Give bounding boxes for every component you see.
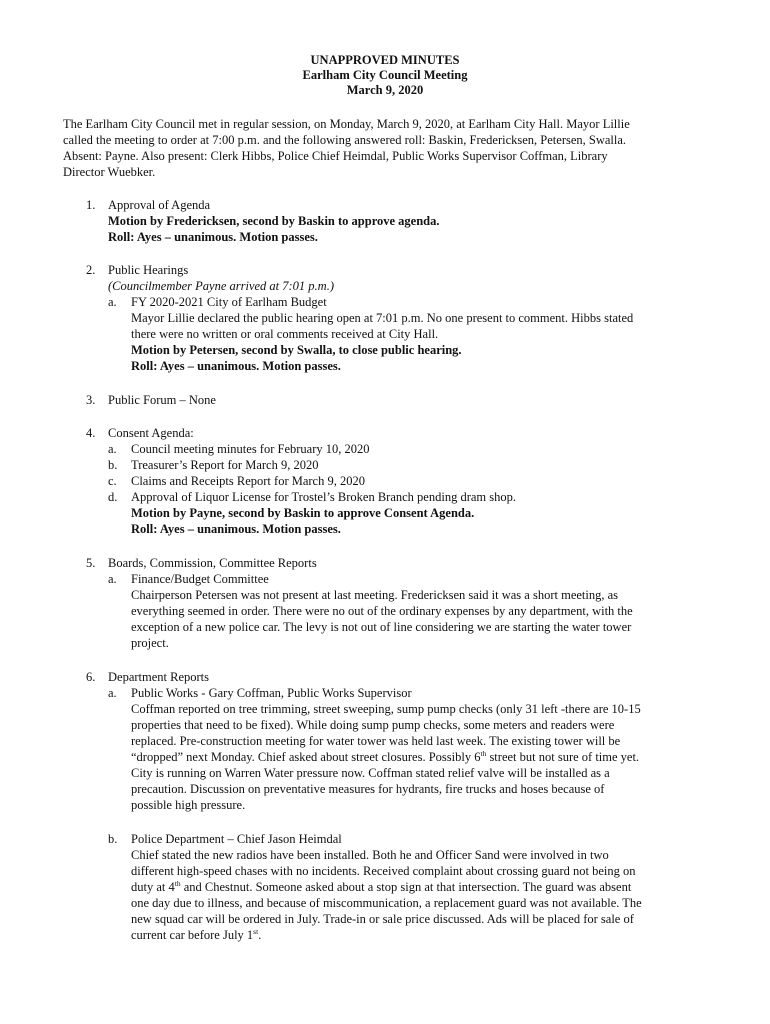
body-line: possible high pressure. [131,798,246,812]
text-run: “dropped” next Monday. Chief asked about street closures. Possibly 6 [131,750,481,764]
body-line: different high-speed chases with no incidents. Received complaint about crossing guard not being on [131,864,636,878]
sub-letter: a. [108,295,117,309]
intro-line: called the meeting to order at 7:00 p.m. and the following answered roll: Baskin, Fredericksen, Petersen, Swalla. [63,133,627,147]
arrival-note: (Councilmember Payne arrived at 7:01 p.m.) [108,279,334,293]
consent-item: Claims and Receipts Report for March 9, 2020 [131,474,365,488]
superscript: st [253,926,259,936]
sub-title: Police Department – Chief Jason Heimdal [131,832,342,846]
sub-letter: a. [108,686,117,700]
superscript: th [174,878,181,888]
item-title: Public Forum – None [108,393,216,407]
item-number: 6. [86,670,96,684]
superscript: th [480,748,487,758]
item-number: 5. [86,556,96,570]
item-title: Consent Agenda: [108,426,194,440]
body-line: new squad car will be ordered in July. Trade-in or sale price discussed. Ads will be placed for sale of [131,912,634,926]
body-line: replaced. Pre-construction meeting for water tower was held last week. The existing tower will be [131,734,621,748]
body-line: properties that need to be fixed). While doing sump pump checks, some meters and readers were [131,718,615,732]
item-number: 2. [86,263,96,277]
consent-item: Council meeting minutes for February 10, 2020 [131,442,370,456]
body-line [131,749,639,765]
body-line: one day due to illness, and because of miscommunication, a replacement guard was not available. The [131,896,642,910]
roll-text: Roll: Ayes – unanimous. Motion passes. [131,359,341,373]
roll-text: Roll: Ayes – unanimous. Motion passes. [131,522,341,536]
body-line: Coffman reported on tree trimming, street sweeping, sump pump checks (only 31 left -there are 10-15 [131,702,641,716]
sub-title: Finance/Budget Committee [131,572,269,586]
text-run: street but not sure of time yet. [486,750,640,764]
intro-line: Absent: Payne. Also present: Clerk Hibbs, Police Chief Heimdal, Public Works Supervisor Coffman, Library [63,149,608,163]
intro-line: Director Wuebker. [63,165,156,179]
sub-title: Public Works - Gary Coffman, Public Works Supervisor [131,686,412,700]
doc-date: March 9, 2020 [346,83,424,97]
doc-title: UNAPPROVED MINUTES [310,53,460,67]
item-title: Department Reports [108,670,210,684]
sub-letter: b. [108,458,118,472]
body-line: project. [131,636,169,650]
item-number: 4. [86,426,96,440]
sub-letter: d. [108,490,118,504]
motion-text: Motion by Petersen, second by Swalla, to close public hearing. [131,343,462,357]
text-run: duty at 4 [131,880,175,894]
motion-text: Motion by Payne, second by Baskin to approve Consent Agenda. [131,506,475,520]
item-title: Approval of Agenda [108,198,211,212]
item-number: 1. [86,198,96,212]
doc-subtitle: Earlham City Council Meeting [302,68,468,82]
body-line: Chairperson Petersen was not present at last meeting. Fredericksen said it was a short meeting, as [131,588,619,602]
text-run: and Chestnut. Someone asked about a stop sign at that intersection. The guard was absent [180,880,632,894]
roll-text: Roll: Ayes – unanimous. Motion passes. [108,230,318,244]
intro-line: The Earlham City Council met in regular session, on Monday, March 9, 2020, at Earlham City Hall. Mayor Lillie [63,117,630,131]
consent-item: Treasurer’s Report for March 9, 2020 [131,458,319,472]
item-title: Public Hearings [108,263,189,277]
sub-letter: a. [108,572,117,586]
body-line: Mayor Lillie declared the public hearing open at 7:01 p.m. No one present to comment. Hibbs stated [131,311,634,325]
body-line: exception of a new police car. The levy is not out of line considering we are starting the water tower [131,620,632,634]
consent-item: Approval of Liquor License for Trostel’s Broken Branch pending dram shop. [131,490,517,504]
item-number: 3. [86,393,96,407]
body-line: City is running on Warren Water pressure now. Coffman stated relief valve will be installed as a [131,766,610,780]
text-run: . [258,928,262,942]
sub-letter: a. [108,442,117,456]
item-title: Boards, Commission, Committee Reports [108,556,317,570]
body-line [131,927,261,943]
body-line: everything seemed in order. There were no out of the ordinary expenses by any department, with the [131,604,633,618]
body-line: precaution. Discussion on preventative measures for hydrants, fire trucks and hoses because of [131,782,605,796]
motion-text: Motion by Fredericksen, second by Baskin to approve agenda. [108,214,440,228]
sub-title: FY 2020-2021 City of Earlham Budget [131,295,327,309]
sub-letter: c. [108,474,117,488]
body-line: Chief stated the new radios have been installed. Both he and Officer Sand were involved in two [131,848,609,862]
text-run: current car before July 1 [131,928,254,942]
body-line: there were no written or oral comments received at City Hall. [131,327,439,341]
body-line [131,879,631,895]
sub-letter: b. [108,832,118,846]
